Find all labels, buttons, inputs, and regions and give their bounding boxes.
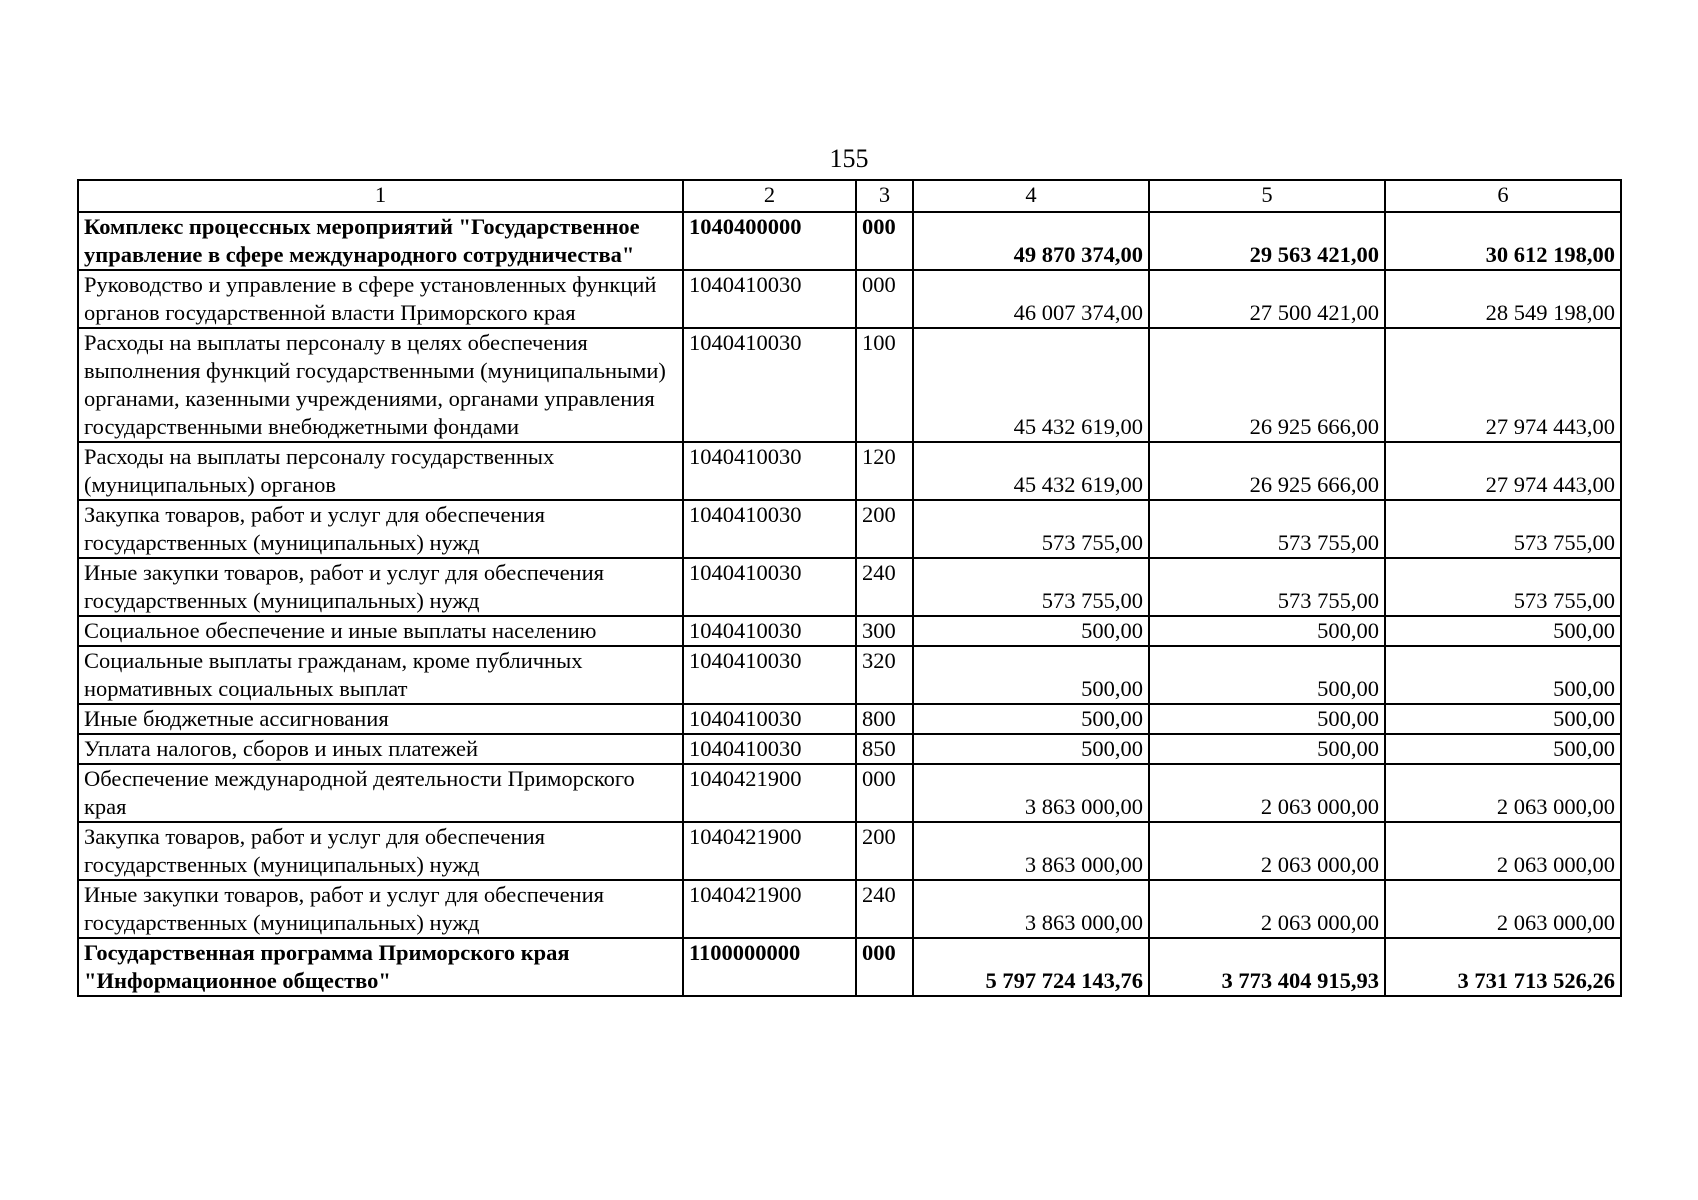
row-kvr: 000: [856, 938, 913, 996]
row-value-4: 45 432 619,00: [913, 442, 1149, 500]
row-value-6: 27 974 443,00: [1385, 442, 1621, 500]
row-value-5: 3 773 404 915,93: [1149, 938, 1385, 996]
row-kvr: 000: [856, 270, 913, 328]
row-name: Комплекс процессных мероприятий "Государственное управление в сфере международного сотрудничества": [78, 212, 683, 270]
row-value-6: 500,00: [1385, 704, 1621, 734]
row-name: Государственная программа Приморского края "Информационное общество": [78, 938, 683, 996]
row-kvr: 240: [856, 558, 913, 616]
table-row: [78, 500, 1621, 558]
row-value-6: 2 063 000,00: [1385, 822, 1621, 880]
row-code: 1040410030: [683, 442, 856, 500]
table-row: [78, 764, 1621, 822]
row-kvr: 000: [856, 212, 913, 270]
row-value-6: 3 731 713 526,26: [1385, 938, 1621, 996]
row-kvr: 120: [856, 442, 913, 500]
row-code: 1040421900: [683, 822, 856, 880]
row-value-4: 3 863 000,00: [913, 822, 1149, 880]
table-row: [78, 734, 1621, 764]
row-value-6: 500,00: [1385, 616, 1621, 646]
header-cell-6: 6: [1385, 180, 1621, 212]
row-value-6: 573 755,00: [1385, 558, 1621, 616]
row-value-5: 573 755,00: [1149, 558, 1385, 616]
row-value-6: 2 063 000,00: [1385, 880, 1621, 938]
budget-table: [77, 179, 1622, 997]
row-name: Иные бюджетные ассигнования: [78, 704, 683, 734]
row-kvr: 200: [856, 500, 913, 558]
table-row: [78, 328, 1621, 442]
row-value-5: 29 563 421,00: [1149, 212, 1385, 270]
row-value-5: 500,00: [1149, 646, 1385, 704]
row-code: 1040410030: [683, 328, 856, 442]
table-row: [78, 212, 1621, 270]
row-value-5: 500,00: [1149, 704, 1385, 734]
row-value-5: 26 925 666,00: [1149, 328, 1385, 442]
row-name: Расходы на выплаты персоналу государственных (муниципальных) органов: [78, 442, 683, 500]
row-value-4: 3 863 000,00: [913, 764, 1149, 822]
row-code: 1040410030: [683, 704, 856, 734]
row-value-5: 27 500 421,00: [1149, 270, 1385, 328]
row-code: 1040421900: [683, 764, 856, 822]
row-name: Руководство и управление в сфере установленных функций органов государственной власти Приморского края: [78, 270, 683, 328]
row-value-5: 500,00: [1149, 616, 1385, 646]
row-value-6: 500,00: [1385, 646, 1621, 704]
row-kvr: 200: [856, 822, 913, 880]
row-value-4: 49 870 374,00: [913, 212, 1149, 270]
row-value-6: 500,00: [1385, 734, 1621, 764]
row-kvr: 300: [856, 616, 913, 646]
row-value-5: 2 063 000,00: [1149, 822, 1385, 880]
header-cell-4: 4: [913, 180, 1149, 212]
header-cell-3: 3: [856, 180, 913, 212]
row-kvr: 800: [856, 704, 913, 734]
row-name: Социальное обеспечение и иные выплаты населению: [78, 616, 683, 646]
row-value-6: 573 755,00: [1385, 500, 1621, 558]
row-value-5: 573 755,00: [1149, 500, 1385, 558]
row-value-4: 3 863 000,00: [913, 880, 1149, 938]
row-value-4: 500,00: [913, 616, 1149, 646]
row-value-4: 5 797 724 143,76: [913, 938, 1149, 996]
row-value-4: 500,00: [913, 734, 1149, 764]
row-code: 1040400000: [683, 212, 856, 270]
row-code: 1040410030: [683, 558, 856, 616]
row-code: 1040421900: [683, 880, 856, 938]
row-name: Иные закупки товаров, работ и услуг для обеспечения государственных (муниципальных) нужд: [78, 880, 683, 938]
row-name: Уплата налогов, сборов и иных платежей: [78, 734, 683, 764]
row-value-5: 26 925 666,00: [1149, 442, 1385, 500]
row-value-4: 500,00: [913, 704, 1149, 734]
row-kvr: 000: [856, 764, 913, 822]
row-value-6: 28 549 198,00: [1385, 270, 1621, 328]
header-cell-5: 5: [1149, 180, 1385, 212]
row-value-4: 573 755,00: [913, 500, 1149, 558]
row-kvr: 850: [856, 734, 913, 764]
table-row: [78, 270, 1621, 328]
row-value-6: 30 612 198,00: [1385, 212, 1621, 270]
row-name: Обеспечение международной деятельности Приморского края: [78, 764, 683, 822]
row-value-4: 45 432 619,00: [913, 328, 1149, 442]
row-name: Социальные выплаты гражданам, кроме публичных нормативных социальных выплат: [78, 646, 683, 704]
row-code: 1040410030: [683, 646, 856, 704]
table-row: [78, 646, 1621, 704]
row-name: Иные закупки товаров, работ и услуг для обеспечения государственных (муниципальных) нужд: [78, 558, 683, 616]
row-name: Закупка товаров, работ и услуг для обеспечения государственных (муниципальных) нужд: [78, 500, 683, 558]
row-code: 1100000000: [683, 938, 856, 996]
row-value-6: 27 974 443,00: [1385, 328, 1621, 442]
table-header-row: [78, 180, 1621, 212]
table-row: [78, 616, 1621, 646]
row-value-4: 500,00: [913, 646, 1149, 704]
row-value-4: 46 007 374,00: [913, 270, 1149, 328]
row-code: 1040410030: [683, 270, 856, 328]
row-name: Расходы на выплаты персоналу в целях обеспечения выполнения функций государственными (муниципальными) органами, казенными учреждениями, органами управления государственными внебюджетными фондами: [78, 328, 683, 442]
table-row: [78, 822, 1621, 880]
row-value-5: 500,00: [1149, 734, 1385, 764]
table-row: [78, 558, 1621, 616]
row-kvr: 320: [856, 646, 913, 704]
row-value-4: 573 755,00: [913, 558, 1149, 616]
row-value-6: 2 063 000,00: [1385, 764, 1621, 822]
table-row: [78, 880, 1621, 938]
header-cell-2: 2: [683, 180, 856, 212]
row-value-5: 2 063 000,00: [1149, 880, 1385, 938]
table-row: [78, 704, 1621, 734]
row-code: 1040410030: [683, 734, 856, 764]
header-cell-1: 1: [78, 180, 683, 212]
table-row: [78, 938, 1621, 996]
row-name: Закупка товаров, работ и услуг для обеспечения государственных (муниципальных) нужд: [78, 822, 683, 880]
row-kvr: 240: [856, 880, 913, 938]
page-number: 155: [829, 144, 869, 173]
row-value-5: 2 063 000,00: [1149, 764, 1385, 822]
table-row: [78, 442, 1621, 500]
row-code: 1040410030: [683, 616, 856, 646]
row-code: 1040410030: [683, 500, 856, 558]
row-kvr: 100: [856, 328, 913, 442]
